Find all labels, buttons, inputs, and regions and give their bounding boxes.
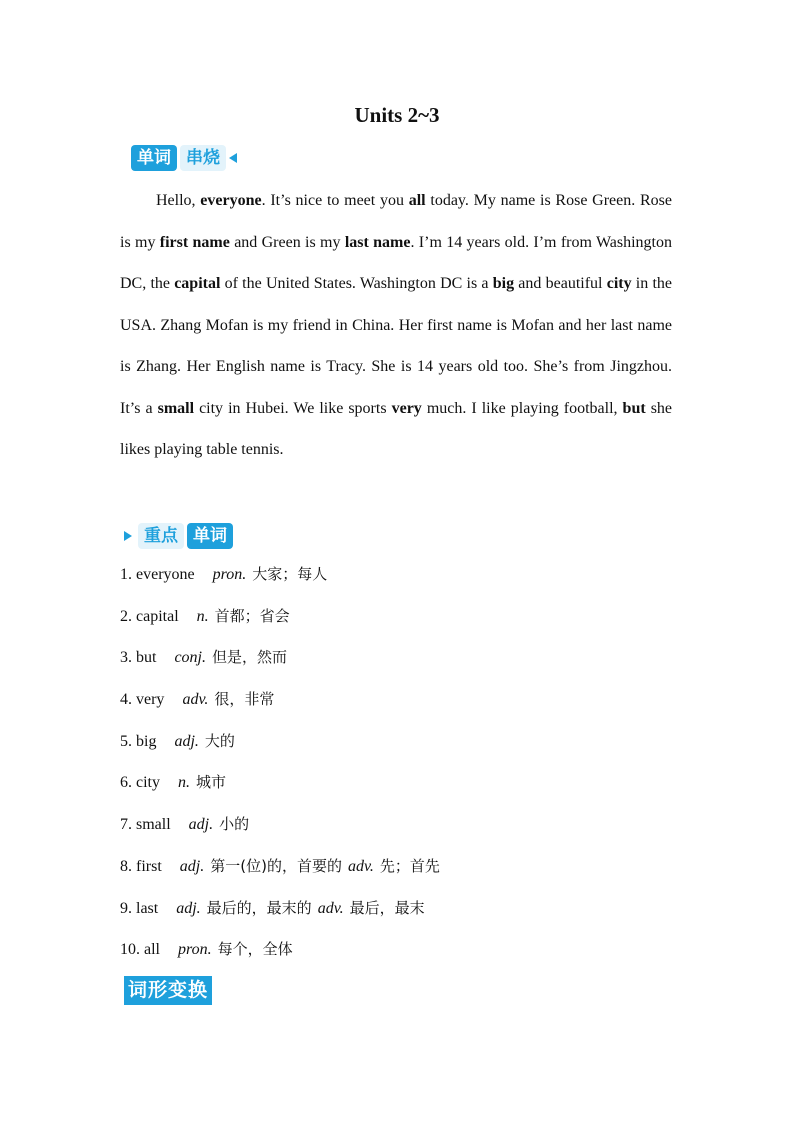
keyword: very (391, 399, 422, 417)
section-tag-3: 重点 (138, 523, 184, 549)
vocab-item (120, 554, 680, 596)
vocab-item (120, 637, 680, 679)
vocab-meaning: 但是，然而 (212, 648, 288, 667)
keyword: but (622, 399, 646, 417)
passage-text: Hello, (156, 192, 201, 209)
passage-text: . I’m 14 years old. I’m from Washington DC, the (120, 233, 673, 292)
vocab-word: 10. all (120, 941, 160, 959)
section-tag-1: 单词 (131, 145, 177, 171)
vocab-pos-2: adv. (317, 899, 344, 917)
vocab-item (120, 929, 680, 971)
vocab-meaning-2: 最后，最末 (349, 898, 425, 917)
keyword: city (606, 275, 632, 292)
vocab-pos: n. (196, 607, 209, 625)
arrow-right-icon (124, 531, 132, 541)
vocab-pos-2: adv. (347, 857, 374, 875)
section-tag-2: 串烧 (180, 145, 226, 171)
passage-text: of the United States. Washington DC is a (220, 275, 493, 292)
section-header-word-forms: 词形变换 (124, 976, 212, 1005)
vocab-meaning: 最后的，最末的 (206, 898, 312, 917)
vocab-word: 7. small (120, 816, 171, 834)
keyword: small (157, 399, 195, 417)
arrow-left-icon (229, 153, 237, 163)
vocab-pos: adj. (176, 899, 201, 917)
vocab-meaning: 大家；每人 (252, 565, 328, 583)
section-header-word-chain (131, 145, 237, 171)
vocab-pos: adv. (182, 691, 209, 709)
vocab-word: 4. very (120, 691, 165, 709)
vocab-item (120, 888, 680, 930)
keyword: first name (159, 233, 230, 251)
vocab-pos: pron. (178, 941, 212, 959)
vocab-word: 1. everyone (120, 566, 195, 583)
vocab-meaning: 大的 (204, 731, 235, 750)
vocab-item (120, 679, 680, 721)
vocab-item (120, 846, 680, 888)
keyword: last name (344, 233, 411, 251)
vocab-word: 2. capital (120, 607, 179, 625)
vocab-meaning-2: 先；首先 (379, 856, 440, 875)
keyword: big (492, 275, 515, 292)
passage-text: in the USA. Zhang Mofan is my friend in China. Her first name is Mofan and her last name is Zhang. Her English name is Tracy. She is 14 years old too. She’s from Jingzhou. It’s a (120, 275, 673, 417)
vocab-word: 9. last (120, 899, 159, 917)
vocab-word: 8. first (120, 857, 162, 875)
vocab-item (120, 762, 680, 804)
passage-text: city in Hubei. We like sports (194, 399, 392, 417)
keyword: all (408, 192, 426, 209)
section-header-key-words (124, 523, 233, 549)
vocab-list (120, 554, 680, 971)
page-title: Units 2~3 (354, 103, 440, 127)
vocab-pos: pron. (212, 566, 247, 583)
passage (120, 180, 672, 471)
vocab-meaning: 小的 (219, 815, 250, 834)
vocab-word: 6. city (120, 774, 160, 792)
vocab-meaning: 很，非常 (214, 690, 275, 709)
passage-text: today. My name is Rose Green. Rose is my (120, 192, 673, 251)
keyword: everyone (200, 192, 262, 209)
vocab-word: 3. but (120, 649, 157, 667)
passage-text: she likes playing table tennis. (120, 399, 673, 458)
vocab-item (120, 721, 680, 763)
vocab-pos: adj. (174, 732, 199, 750)
passage-text: and beautiful (514, 275, 607, 292)
vocab-pos: adj. (179, 857, 205, 875)
passage-text: much. I like playing football, (421, 399, 623, 417)
vocab-pos: conj. (174, 649, 206, 667)
vocab-meaning: 第一(位)的，首要的 (210, 856, 342, 875)
vocab-item (120, 804, 680, 846)
passage-text: . It’s nice to meet you (261, 192, 409, 209)
passage-text: and Green is my (229, 233, 345, 251)
vocab-item (120, 596, 680, 638)
vocab-word: 5. big (120, 732, 157, 750)
vocab-pos: n. (178, 774, 190, 792)
vocab-meaning: 首都；省会 (214, 606, 290, 625)
vocab-pos: adj. (188, 816, 214, 834)
vocab-meaning: 每个，全体 (217, 940, 293, 959)
vocab-meaning: 城市 (196, 773, 227, 792)
section-tag-4: 单词 (187, 523, 233, 549)
keyword: capital (174, 275, 221, 292)
